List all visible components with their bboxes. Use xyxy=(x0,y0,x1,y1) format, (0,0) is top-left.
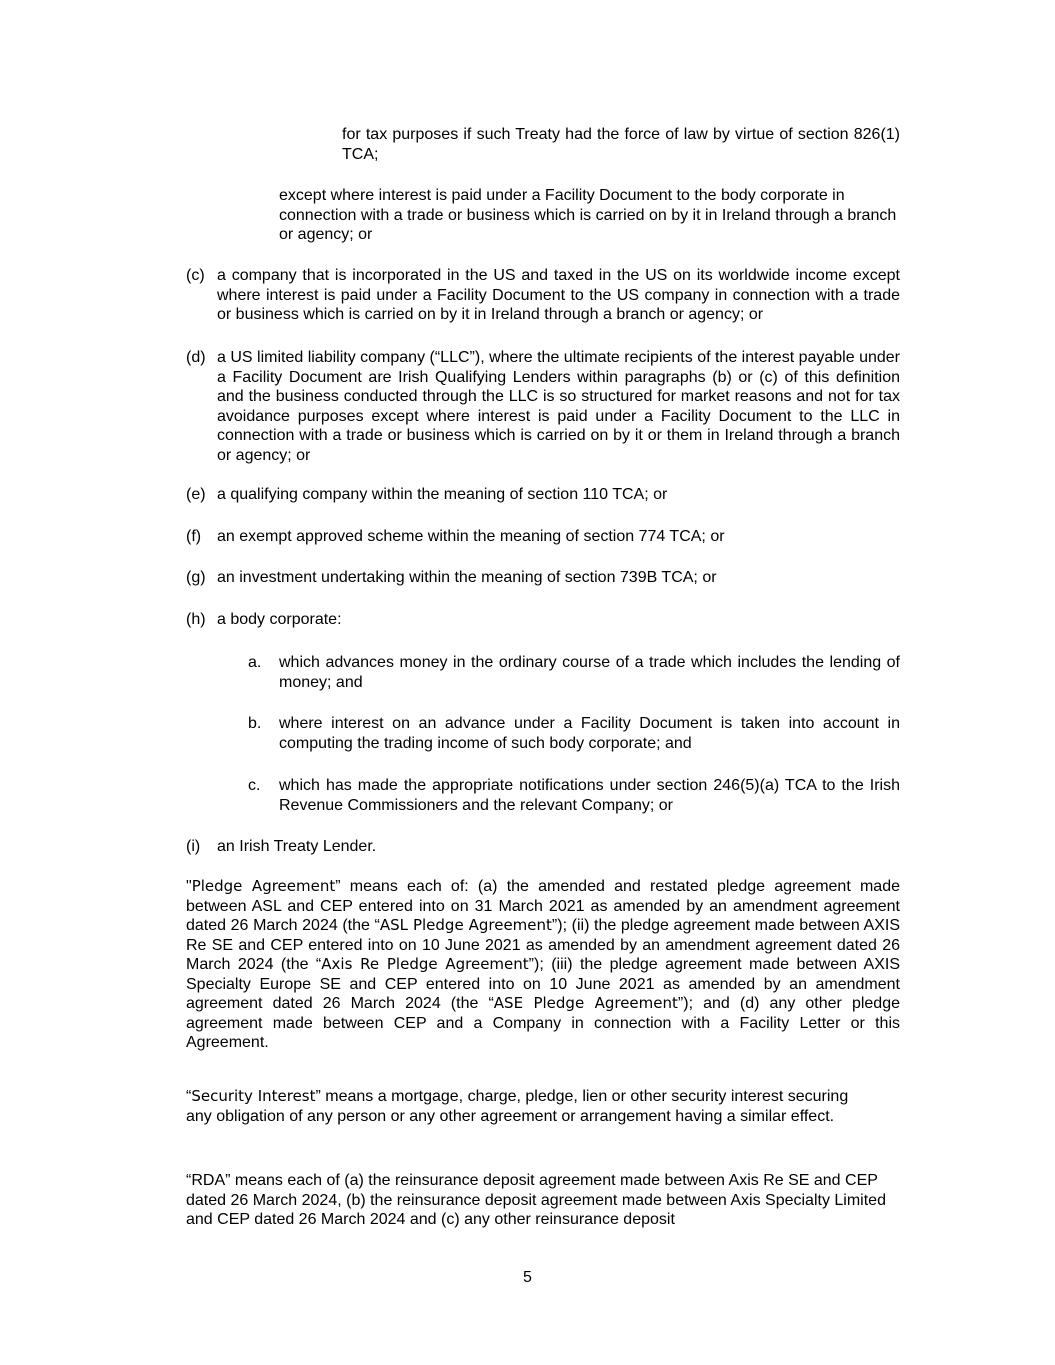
list-item-label: (g) xyxy=(186,569,206,586)
sub-list-item-label: a. xyxy=(248,654,262,671)
defined-term: ASE Pledge Agreement xyxy=(493,994,678,1012)
definition-text: ”); (ii) the pledge agreement made between AXIS Re SE and CEP entered into on 10 June 2021 as amended by an amendment agreement dated 26 March 2024 (the “ xyxy=(186,917,900,973)
sub-list-item-text: which advances money in the ordinary course of a trade which includes the lending of money; and xyxy=(279,654,900,691)
list-item-text: an Irish Treaty Lender. xyxy=(217,838,377,855)
list-item-text: a qualifying company within the meaning of section 110 TCA; or xyxy=(217,486,668,503)
page-number: 5 xyxy=(523,1269,532,1286)
security-interest-definition xyxy=(186,1087,866,1126)
list-item-text: a company that is incorporated in the US and taxed in the US on its worldwide income except where interest is paid under a Facility Document to the US company in connection with a trade or business which is carried on by it in Ireland through a branch or agency; or xyxy=(217,267,900,323)
list-item-text: an investment undertaking within the meaning of section 739B TCA; or xyxy=(217,569,717,586)
defined-term: Axis Re Pledge Agreement xyxy=(321,955,529,973)
sub-list-item-label: c. xyxy=(248,777,261,794)
list-item-label: (f) xyxy=(186,528,202,545)
sub-list-item-text: where interest on an advance under a Facility Document is taken into account in computing the trading income of such body corporate; and xyxy=(279,715,900,752)
quote-mark: " xyxy=(186,878,192,895)
sub-list-item-text: which has made the appropriate notifications under section 246(5)(a) TCA to the Irish Revenue Commissioners and the relevant Company; or xyxy=(279,777,900,814)
definition-text: ” means a mortgage, charge, pledge, lien or other security interest securing any obligation of any person or any other agreement or arrangement having a similar effect. xyxy=(186,1088,849,1125)
list-item-label: (i) xyxy=(186,838,201,855)
pledge-agreement-definition xyxy=(186,877,900,1053)
list-item-label: (d) xyxy=(186,349,206,366)
list-item-text: an exempt approved scheme within the meaning of section 774 TCA; or xyxy=(217,528,725,545)
list-item-label: (c) xyxy=(186,267,205,284)
list-item-label: (h) xyxy=(186,611,206,628)
continuation-paragraph: for tax purposes if such Treaty had the force of law by virtue of section 826(1) TCA; xyxy=(342,126,900,163)
definition-text: ” means each of: (a) the amended and restated pledge agreement made between ASL and CEP entered into on 31 March 2021 as amended by an amendment agreement dated 26 March 2024 (the “ xyxy=(186,878,900,934)
definition-text: ”); and (d) any other pledge agreement made between CEP and a Company in connection with a Facility Letter or this Agreement. xyxy=(186,995,900,1051)
sub-list-item-label: b. xyxy=(248,715,262,732)
rda-definition: “RDA” means each of (a) the reinsurance deposit agreement made between Axis Re SE and CEP dated 26 March 2024, (b) the reinsurance deposit agreement made between Axis Specialty Limited and CEP dated 26 March 2024 and (c) any other reinsurance deposit xyxy=(186,1172,886,1228)
defined-term: Security Interest xyxy=(191,1087,316,1105)
defined-term: ASL Pledge Agreement xyxy=(379,916,552,934)
list-item-text: a US limited liability company (“LLC”), where the ultimate recipients of the interest payable under a Facility Document are Irish Qualifying Lenders within paragraphs (b) or (c) of this definition and the business conducted through the LLC is so structured for market reasons and not for tax avoidance purposes except where interest is paid under a Facility Document to the LLC in connection with a trade or business which is carried on by it or them in Ireland through a branch or agency; or xyxy=(217,349,900,464)
list-item-label: (e) xyxy=(186,486,206,503)
quote-mark: “ xyxy=(186,1088,192,1105)
definition-text: ”); (iii) the pledge agreement made between AXIS Specialty Europe SE and CEP entered into on 10 June 2021 as amended by an amendment agreement dated 26 March 2024 (the “ xyxy=(186,956,901,1012)
list-item-text: a body corporate: xyxy=(217,611,342,628)
defined-term: Pledge Agreement xyxy=(191,877,336,895)
except-paragraph: except where interest is paid under a Facility Document to the body corporate in connection with a trade or business which is carried on by it in Ireland through a branch or agency; or xyxy=(279,187,897,243)
